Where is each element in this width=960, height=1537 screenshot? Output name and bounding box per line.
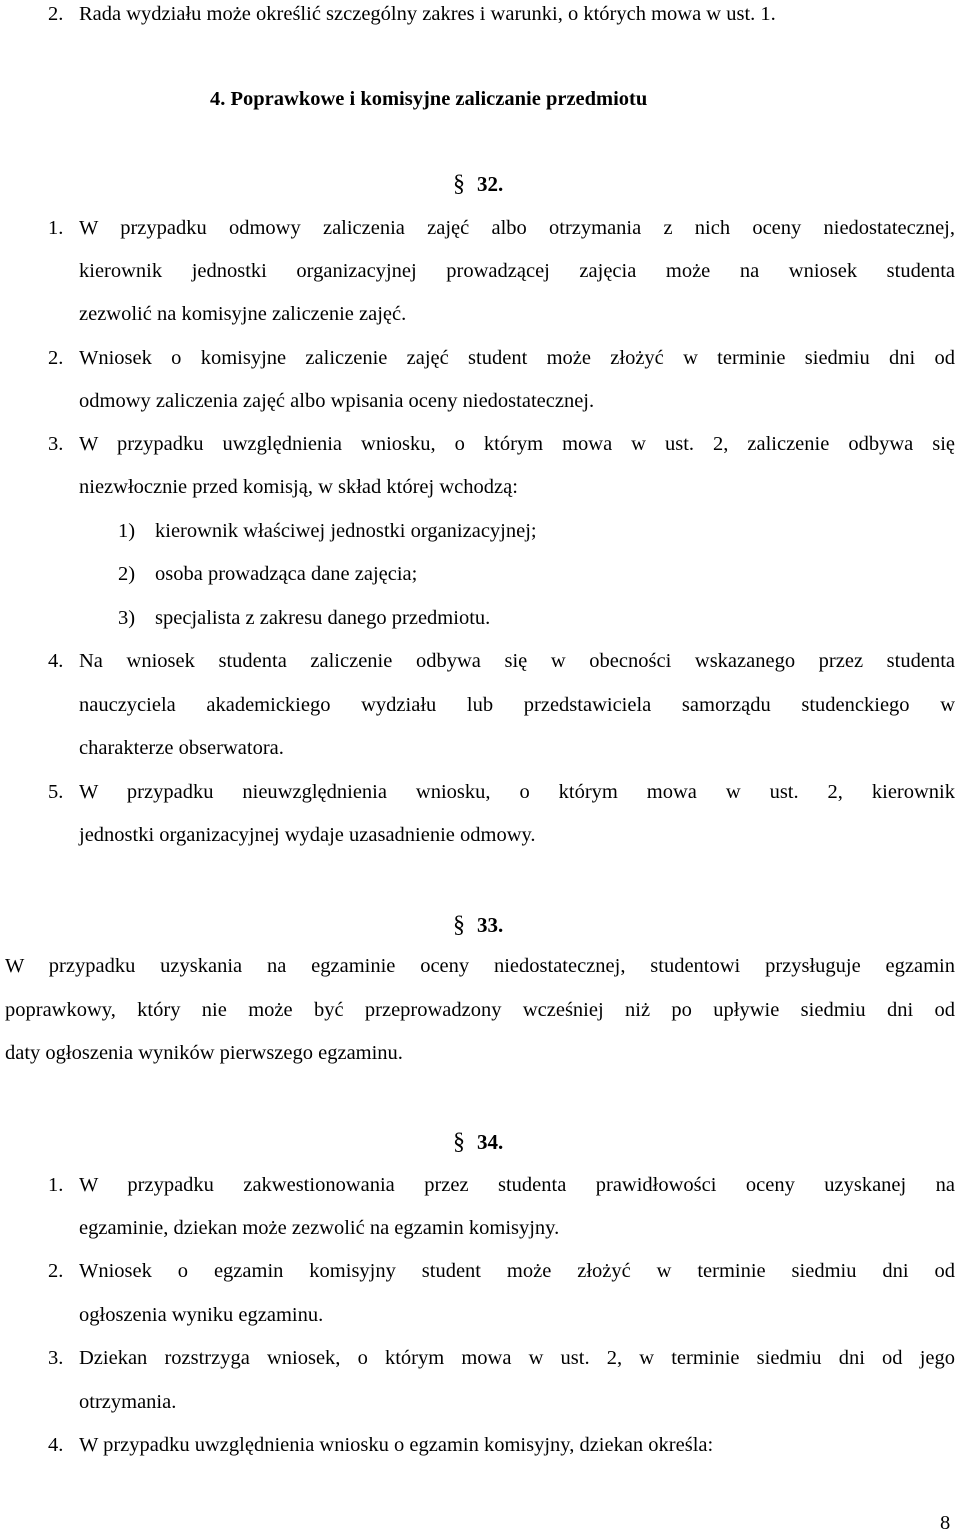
subitem-number: 2) xyxy=(118,563,136,585)
item-line: W przypadku uwzględnienia wniosku o egzamin komisyjny, dziekan określa: xyxy=(79,1434,714,1456)
paragraph-number: 33. xyxy=(477,913,504,937)
section-sign-icon: § xyxy=(453,912,465,938)
subitem-text: osoba prowadząca dane zajęcia; xyxy=(155,563,418,585)
paragraph-32-heading xyxy=(453,169,503,199)
item-number: 1. xyxy=(48,1174,64,1196)
section-sign-icon: § xyxy=(453,1129,465,1155)
item-number: 4. xyxy=(48,650,64,672)
item-text: Rada wydziału może określić szczególny zakres i warunki, o których mowa w ust. 1. xyxy=(79,3,776,25)
subitem-number: 3) xyxy=(118,607,136,629)
paragraph-number: 32. xyxy=(477,172,504,196)
item-line: W przypadku zakwestionowania przez studenta prawidłowości oceny uzyskanej na xyxy=(79,1174,955,1196)
item-number: 2. xyxy=(48,347,64,369)
item-number: 5. xyxy=(48,781,64,803)
item-line: Wniosek o egzamin komisyjny student może złożyć w terminie siedmiu dni od xyxy=(79,1260,955,1282)
item-line: egzaminie, dziekan może zezwolić na egzamin komisyjny. xyxy=(79,1217,560,1239)
item-number: 2. xyxy=(48,1260,64,1282)
item-number: 2. xyxy=(48,3,64,25)
item-number: 1. xyxy=(48,217,64,239)
section-heading: 4. Poprawkowe i komisyjne zaliczanie przedmiotu xyxy=(210,88,648,110)
item-line: nauczyciela akademickiego wydziału lub przedstawiciela samorządu studenckiego w xyxy=(79,694,955,716)
item-line: ogłoszenia wyniku egzaminu. xyxy=(79,1304,324,1326)
page-number: 8 xyxy=(940,1512,951,1534)
paragraph-line: W przypadku uzyskania na egzaminie oceny niedostatecznej, studentowi przysługuje egzamin xyxy=(5,955,955,977)
section-sign-icon: § xyxy=(453,171,465,197)
item-line: odmowy zaliczenia zajęć albo wpisania oceny niedostatecznej. xyxy=(79,390,595,412)
item-line: Dziekan rozstrzyga wniosek, o którym mowa w ust. 2, w terminie siedmiu dni od jego xyxy=(79,1347,955,1369)
item-line: W przypadku odmowy zaliczenia zajęć albo otrzymania z nich oceny niedostatecznej, xyxy=(79,217,955,239)
item-line: zezwolić na komisyjne zaliczenie zajęć. xyxy=(79,303,407,325)
item-line: kierownik jednostki organizacyjnej prowadzącej zajęcia może na wniosek studenta xyxy=(79,260,955,282)
item-line: jednostki organizacyjnej wydaje uzasadnienie odmowy. xyxy=(79,824,536,846)
paragraph-line: poprawkowy, który nie może być przeprowadzony wcześniej niż po upływie siedmiu dni od xyxy=(5,999,955,1021)
item-line: W przypadku uwzględnienia wniosku, o którym mowa w ust. 2, zaliczenie odbywa się xyxy=(79,433,955,455)
item-number: 3. xyxy=(48,1347,64,1369)
subitem-number: 1) xyxy=(118,520,136,542)
item-line: Na wniosek studenta zaliczenie odbywa się w obecności wskazanego przez studenta xyxy=(79,650,955,672)
item-line: W przypadku nieuwzględnienia wniosku, o którym mowa w ust. 2, kierownik xyxy=(79,781,955,803)
paragraph-34-heading xyxy=(453,1127,503,1157)
subitem-text: specjalista z zakresu danego przedmiotu. xyxy=(155,607,491,629)
paragraph-line: daty ogłoszenia wyników pierwszego egzaminu. xyxy=(5,1042,403,1064)
item-line: niezwłocznie przed komisją, w skład której wchodzą: xyxy=(79,476,518,498)
subitem-text: kierownik właściwej jednostki organizacyjnej; xyxy=(155,520,537,542)
item-line: charakterze obserwatora. xyxy=(79,737,284,759)
item-line: Wniosek o komisyjne zaliczenie zajęć student może złożyć w terminie siedmiu dni od xyxy=(79,347,955,369)
item-number: 3. xyxy=(48,433,64,455)
paragraph-number: 34. xyxy=(477,1130,504,1154)
item-number: 4. xyxy=(48,1434,64,1456)
paragraph-33-heading xyxy=(453,910,503,940)
item-line: otrzymania. xyxy=(79,1391,177,1413)
